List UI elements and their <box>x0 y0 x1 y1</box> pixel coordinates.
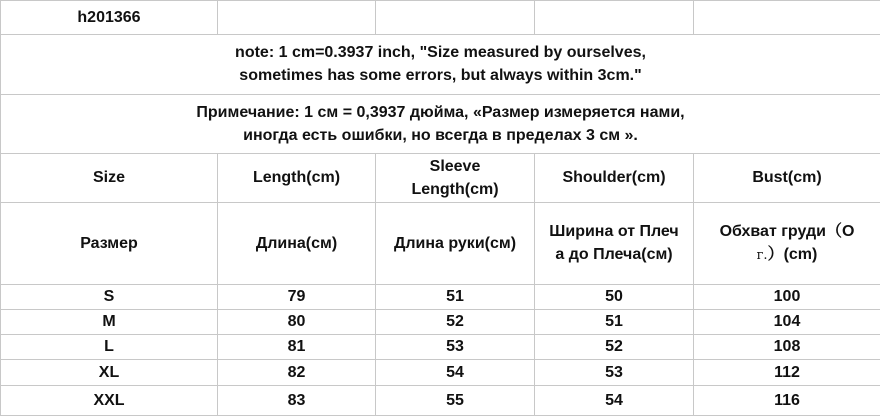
header-bust[interactable]: Bust(cm) <box>694 153 880 202</box>
sleeve-cell[interactable]: 52 <box>376 309 535 334</box>
length-cell[interactable]: 80 <box>218 309 376 334</box>
shoulder-cell[interactable]: 54 <box>535 385 694 415</box>
header-shoulder-ru[interactable] <box>535 202 694 284</box>
sleeve-cell[interactable]: 55 <box>376 385 535 415</box>
table-row <box>1 385 880 415</box>
note-english[interactable] <box>1 35 880 94</box>
sleeve-cell[interactable]: 54 <box>376 359 535 385</box>
header-shoulder-ru-line2: а до Плеча(см) <box>555 246 673 264</box>
sleeve-cell[interactable]: 51 <box>376 284 535 309</box>
header-length[interactable]: Length(cm) <box>218 153 376 202</box>
header-sleeve-ru[interactable]: Длина руки(см) <box>376 202 535 284</box>
note-english-row <box>1 35 880 94</box>
header-length-ru[interactable]: Длина(см) <box>218 202 376 284</box>
shoulder-cell[interactable]: 50 <box>535 284 694 309</box>
header-bust-ru-line2 <box>694 243 880 267</box>
header-sleeve-line1: Sleeve <box>429 157 481 175</box>
header-russian-row <box>1 202 880 284</box>
header-size[interactable]: Size <box>1 153 218 202</box>
product-code[interactable]: h201366 <box>1 1 218 35</box>
header-bust-ru-unit: ）(cm) <box>767 245 818 263</box>
table-row <box>1 309 880 334</box>
header-bust-ru-line1: Обхват груди（О <box>719 222 855 240</box>
bust-cell[interactable]: 116 <box>694 385 880 415</box>
table-row <box>1 359 880 385</box>
table-row <box>1 284 880 309</box>
sleeve-cell[interactable]: 53 <box>376 334 535 359</box>
header-english-row <box>1 153 880 202</box>
size-cell[interactable]: M <box>1 309 218 334</box>
bust-cell[interactable]: 112 <box>694 359 880 385</box>
header-bust-ru-abbrev: г. <box>756 247 768 263</box>
header-size-ru[interactable]: Размер <box>1 202 218 284</box>
empty-cell[interactable] <box>376 1 535 35</box>
table-row <box>1 334 880 359</box>
note-russian[interactable] <box>1 94 880 153</box>
size-cell[interactable]: XXL <box>1 385 218 415</box>
product-code-row <box>1 1 880 35</box>
header-sleeve[interactable] <box>376 153 535 202</box>
length-cell[interactable]: 79 <box>218 284 376 309</box>
bust-cell[interactable]: 104 <box>694 309 880 334</box>
size-cell[interactable]: XL <box>1 359 218 385</box>
header-sleeve-line2: Length(cm) <box>411 180 499 198</box>
length-cell[interactable]: 82 <box>218 359 376 385</box>
note-russian-row <box>1 94 880 153</box>
shoulder-cell[interactable]: 52 <box>535 334 694 359</box>
note-russian-line2: иногда есть ошибки, но всегда в пределах 3 см ». <box>243 126 638 144</box>
note-english-line1: note: 1 cm=0.3937 inch, "Size measured by ourselves, <box>235 44 646 62</box>
note-english-line2: sometimes has some errors, but always within 3cm." <box>239 67 642 85</box>
length-cell[interactable]: 81 <box>218 334 376 359</box>
length-cell[interactable]: 83 <box>218 385 376 415</box>
header-bust-ru[interactable] <box>694 202 880 284</box>
header-shoulder[interactable]: Shoulder(cm) <box>535 153 694 202</box>
header-shoulder-ru-line1: Ширина от Плеч <box>549 223 679 241</box>
empty-cell[interactable] <box>535 1 694 35</box>
empty-cell[interactable] <box>218 1 376 35</box>
shoulder-cell[interactable]: 53 <box>535 359 694 385</box>
size-cell[interactable]: S <box>1 284 218 309</box>
shoulder-cell[interactable]: 51 <box>535 309 694 334</box>
size-cell[interactable]: L <box>1 334 218 359</box>
note-russian-line1: Примечание: 1 см = 0,3937 дюйма, «Размер измеряется нами, <box>196 103 685 121</box>
bust-cell[interactable]: 108 <box>694 334 880 359</box>
empty-cell[interactable] <box>694 1 880 35</box>
bust-cell[interactable]: 100 <box>694 284 880 309</box>
